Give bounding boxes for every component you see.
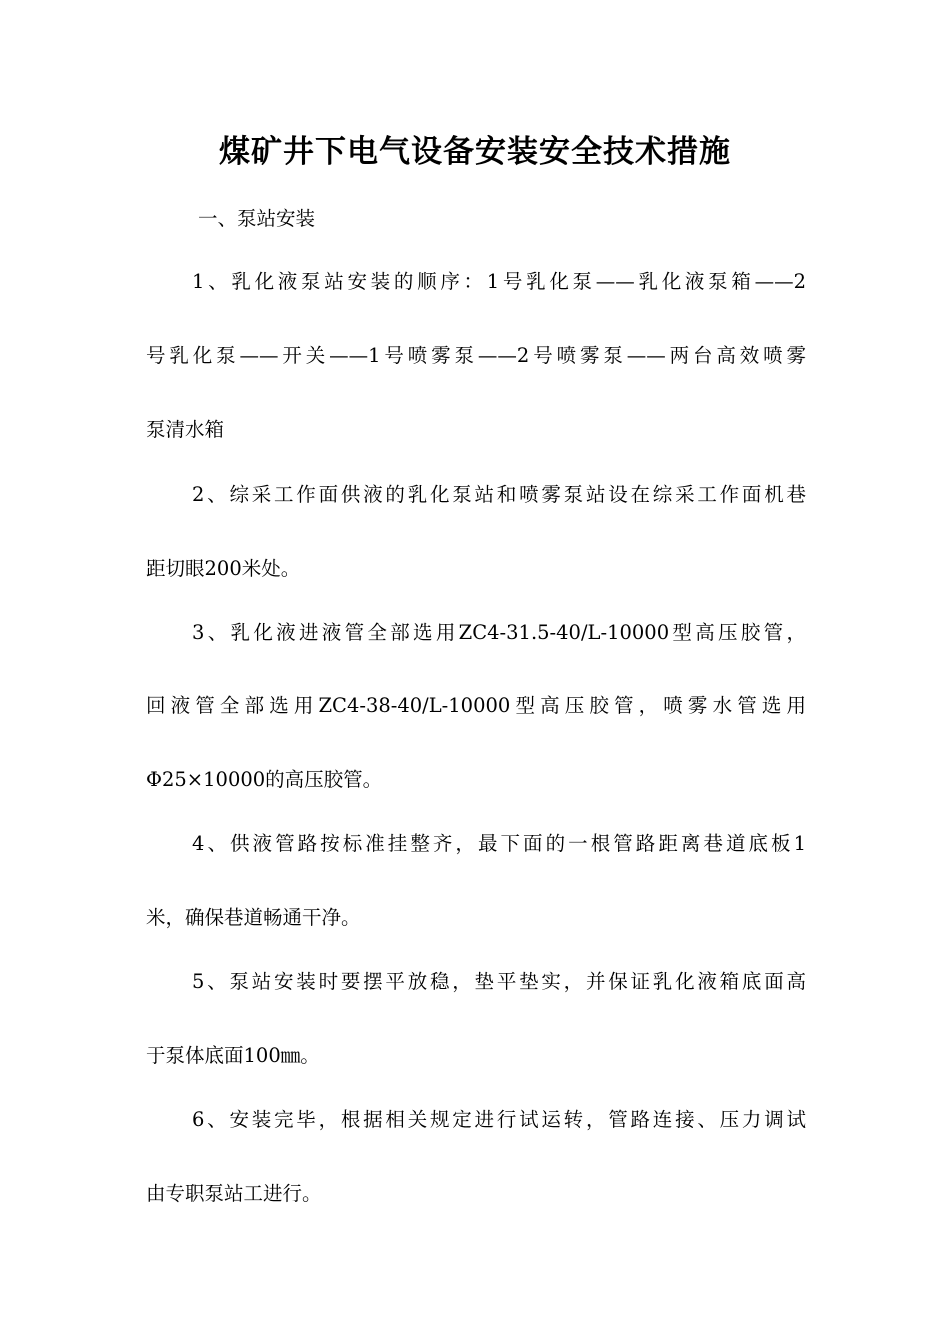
paragraph-3-line-2: 回液管全部选用ZC4-38-40/L-10000型高压胶管，喷雾水管选用	[146, 694, 806, 717]
paragraph-6-line-2: 由专职泵站工进行。	[146, 1182, 322, 1205]
paragraph-4-line-1: 4、供液管路按标准挂整齐，最下面的一根管路距离巷道底板1	[192, 832, 806, 855]
paragraph-2-line-1: 2、综采工作面供液的乳化泵站和喷雾泵站设在综采工作面机巷	[192, 483, 806, 506]
paragraph-1-line-3: 泵清水箱	[146, 418, 225, 441]
paragraph-6-line-1: 6、安装完毕，根据相关规定进行试运转，管路连接、压力调试	[192, 1108, 806, 1131]
paragraph-5-line-2: 于泵体底面100㎜。	[146, 1044, 320, 1067]
paragraph-1-line-1: 1、乳化液泵站安装的顺序：1号乳化泵——乳化液泵箱——2	[192, 270, 806, 293]
paragraph-2-line-2: 距切眼200米处。	[146, 557, 301, 580]
paragraph-5-line-1: 5、泵站安装时要摆平放稳，垫平垫实，并保证乳化液箱底面高	[192, 970, 806, 993]
section-heading: 一、泵站安装	[198, 207, 316, 230]
paragraph-3-line-3: Φ25×10000的高压胶管。	[146, 768, 383, 791]
document-title: 煤矿井下电气设备安装安全技术措施	[219, 134, 731, 170]
paragraph-1-line-2: 号乳化泵——开关——1号喷雾泵——2号喷雾泵——两台高效喷雾	[146, 344, 806, 367]
paragraph-3-line-1: 3、乳化液进液管全部选用ZC4-31.5-40/L-10000型高压胶管，	[192, 621, 806, 644]
paragraph-4-line-2: 米，确保巷道畅通干净。	[146, 906, 361, 929]
